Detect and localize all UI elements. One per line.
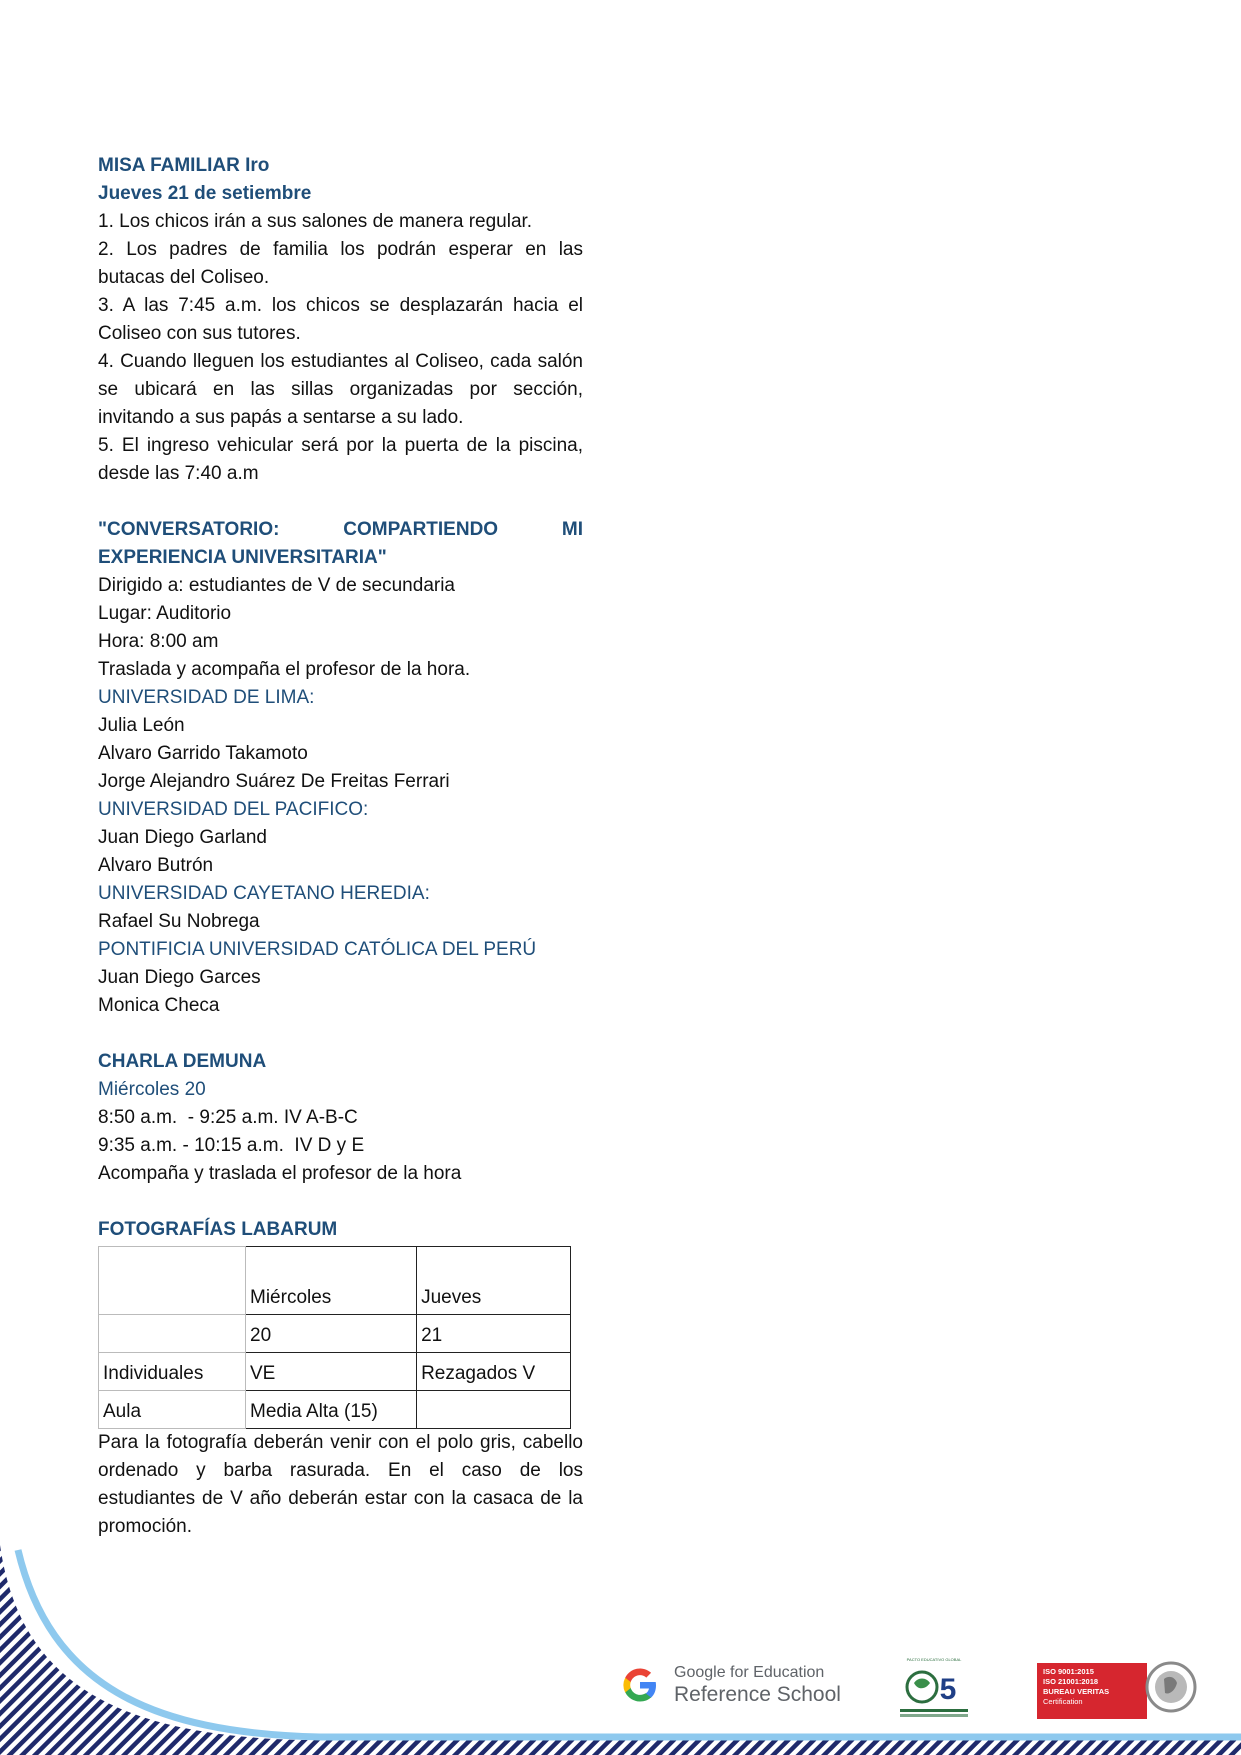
svg-text:5: 5 — [939, 1673, 957, 1706]
misa-item: 5. El ingreso vehicular será por la puerta de la piscina, desde las 7:40 a.m — [98, 435, 583, 484]
table-row — [99, 1391, 571, 1429]
table-cell: VE — [246, 1353, 417, 1391]
environmental-pact-logo — [896, 1655, 972, 1721]
conversatorio-traslada: Traslada y acompaña el profesor de la hora. — [98, 659, 471, 680]
conversatorio-hora: Hora: 8:00 am — [98, 631, 219, 652]
misa-item: 3. A las 7:45 a.m. los chicos se desplazarán hacia el Coliseo con sus tutores. — [98, 295, 583, 344]
table-row — [99, 1247, 571, 1315]
table-cell — [99, 1315, 246, 1353]
speaker-name: Alvaro Butrón — [98, 855, 214, 876]
misa-title: MISA FAMILIAR Iro — [98, 155, 270, 176]
conversatorio-dirigido: Dirigido a: estudiantes de V de secundaria — [98, 575, 456, 596]
photo-schedule-table — [98, 1246, 571, 1429]
speaker-name: Alvaro Garrido Takamoto — [98, 743, 308, 764]
bureau-veritas-certification-logo — [1037, 1663, 1193, 1719]
bv-line2: ISO 21001:2018 — [1043, 1677, 1099, 1686]
svg-text:PACTO EDUCATIVO GLOBAL: PACTO EDUCATIVO GLOBAL — [906, 1657, 962, 1662]
university-heading: PONTIFICIA UNIVERSIDAD CATÓLICA DEL PERÚ — [98, 939, 537, 960]
conversatorio-title-line1: "CONVERSATORIO: COMPARTIENDO MI — [98, 519, 583, 540]
misa-item: 1. Los chicos irán a sus salones de manera regular. — [98, 211, 533, 232]
table-cell: Jueves — [417, 1247, 571, 1315]
demuna-title: CHARLA DEMUNA — [98, 1051, 267, 1072]
table-cell: Rezagados V — [417, 1353, 571, 1391]
university-heading: UNIVERSIDAD DEL PACIFICO: — [98, 799, 369, 820]
demuna-slot: 8:50 a.m. - 9:25 a.m. IV A-B-C — [98, 1107, 358, 1128]
bv-line4: Certification — [1043, 1697, 1083, 1706]
speaker-name: Juan Diego Garland — [98, 827, 267, 848]
speaker-name: Jorge Alejandro Suárez De Freitas Ferrari — [98, 771, 450, 792]
demuna-day: Miércoles 20 — [98, 1079, 206, 1100]
bv-line1: ISO 9001:2015 — [1043, 1667, 1094, 1676]
google-for-education-logo — [620, 1663, 841, 1707]
table-cell: 20 — [246, 1315, 417, 1353]
document-body — [98, 152, 583, 1541]
conversatorio-title-line2: EXPERIENCIA UNIVERSITARIA" — [98, 547, 387, 568]
table-cell: Media Alta (15) — [246, 1391, 417, 1429]
table-cell: Aula — [99, 1391, 246, 1429]
university-heading: UNIVERSIDAD CAYETANO HEREDIA: — [98, 883, 430, 904]
table-row — [99, 1353, 571, 1391]
table-cell — [417, 1391, 571, 1429]
demuna-slot: 9:35 a.m. - 10:15 a.m. IV D y E — [98, 1135, 365, 1156]
footer-logos — [0, 1655, 1241, 1735]
speaker-name: Julia León — [98, 715, 185, 736]
table-cell — [99, 1247, 246, 1315]
gfe-line2: Reference School — [674, 1683, 841, 1706]
misa-item: 2. Los padres de familia los podrán esperar en las butacas del Coliseo. — [98, 239, 583, 288]
misa-item: 4. Cuando lleguen los estudiantes al Coliseo, cada salón se ubicará en las sillas organizadas por sección, invitando a sus papás a sentarse a su lado. — [98, 351, 583, 428]
fotos-note: Para la fotografía deberán venir con el polo gris, cabello ordenado y barba rasurada. En el caso de los estudiantes de V año deberán estar con la casaca de la promoción. — [98, 1432, 583, 1537]
table-cell: Miércoles — [246, 1247, 417, 1315]
misa-date: Jueves 21 de setiembre — [98, 183, 312, 204]
speaker-name: Rafael Su Nobrega — [98, 911, 260, 932]
speaker-name: Juan Diego Garces — [98, 967, 261, 988]
google-g-icon — [620, 1665, 660, 1705]
conversatorio-lugar: Lugar: Auditorio — [98, 603, 232, 624]
gfe-line1: Google for Education — [674, 1664, 825, 1681]
table-cell: Individuales — [99, 1353, 246, 1391]
table-cell: 21 — [417, 1315, 571, 1353]
demuna-note: Acompaña y traslada el profesor de la hora — [98, 1163, 462, 1184]
bureau-veritas-seal-icon — [1145, 1657, 1197, 1721]
table-row — [99, 1315, 571, 1353]
bv-line3: BUREAU VERITAS — [1043, 1687, 1110, 1696]
fotos-title: FOTOGRAFÍAS LABARUM — [98, 1219, 338, 1240]
university-heading: UNIVERSIDAD DE LIMA: — [98, 687, 315, 708]
speaker-name: Monica Checa — [98, 995, 220, 1016]
